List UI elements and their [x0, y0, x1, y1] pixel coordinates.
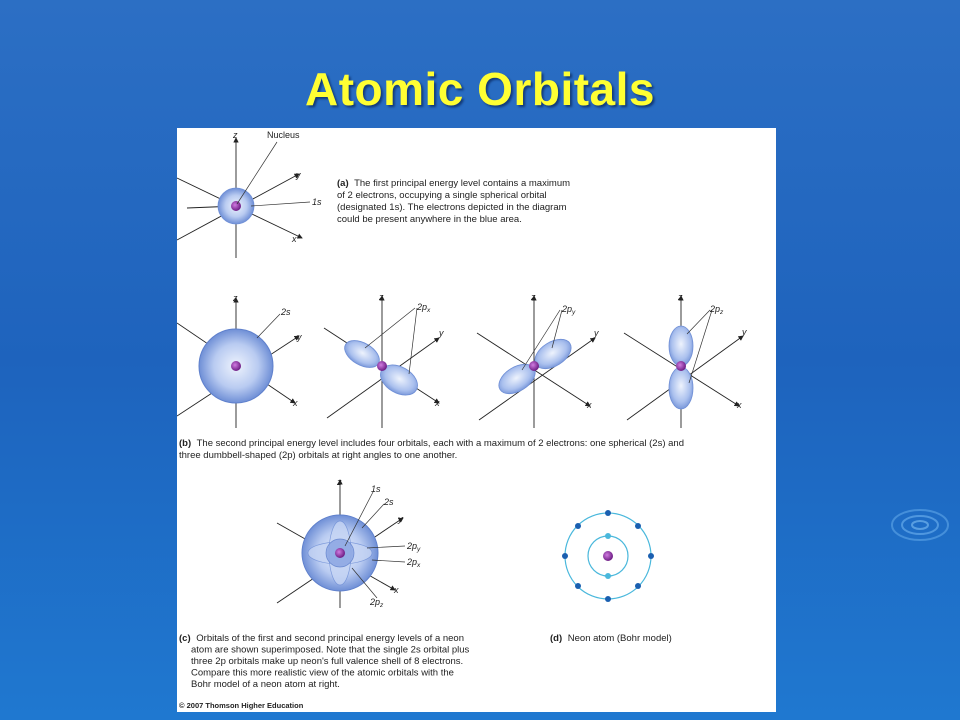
2px-label: $2p_x$ [407, 557, 421, 569]
panel-b [177, 292, 747, 461]
2pz-label: $2p_z$ [710, 304, 724, 316]
y-axis-label: y [296, 170, 301, 180]
z-axis-label: z [678, 292, 683, 302]
y-axis-label: y [594, 328, 599, 338]
2s-diagram [177, 293, 302, 428]
electron [562, 553, 568, 559]
z-axis-label: z [233, 293, 238, 303]
copyright-text: © 2007 Thomson Higher Education [179, 701, 304, 710]
panel-c [179, 477, 472, 690]
2px-label: $2p_x$ [417, 302, 431, 314]
electron [575, 583, 581, 589]
z-axis-label: z [337, 477, 342, 487]
z-axis-label: z [531, 292, 536, 302]
caption-a: (a) The first principal energy level contains a maximum of 2 electrons, occupying a single spherical orbital (designated 1s). The electrons depicted in the diagram could be present anywhere in the blue area. [337, 178, 571, 225]
2s-label: 2s [281, 307, 291, 317]
2py-label: $2p_y$ [407, 541, 421, 553]
nucleus-label: Nucleus [267, 130, 300, 140]
caption-d: (d) Neon atom (Bohr model) [550, 633, 672, 644]
electron [605, 533, 611, 539]
y-axis-label: y [398, 514, 403, 524]
electron [635, 583, 641, 589]
z-axis-label: z [233, 130, 238, 140]
x-axis-label: x [394, 585, 399, 595]
z-axis-label: z [379, 292, 384, 302]
panel-d-bohr-model [550, 510, 672, 644]
y-axis-label: y [297, 332, 302, 342]
1s-label: 1s [371, 484, 381, 494]
caption-c: (c) Orbitals of the first and second principal energy levels of a neon atom are shown superimposed. Note that the single 2s orbital plus three 2p orbitals make up neon's full valence shell of 8 electrons. Compare this more realistic view of the atomic orbitals with the Bohr model of a neon atom at right. [179, 633, 470, 690]
x-axis-label: x [435, 398, 440, 408]
1s-label: 1s [312, 197, 322, 207]
2pz-diagram [624, 292, 747, 428]
figure-panel [177, 128, 776, 712]
x-axis-label: x [737, 400, 742, 410]
electron [605, 596, 611, 602]
2s-label: 2s [384, 497, 394, 507]
y-axis-label: y [439, 328, 444, 338]
panel-a [177, 130, 573, 258]
nucleus-dot [603, 551, 613, 561]
x-axis-label: x [292, 234, 297, 244]
x-axis-label: x [587, 400, 592, 410]
y-axis-label: y [742, 327, 747, 337]
electron [605, 573, 611, 579]
x-axis-label: x [293, 398, 298, 408]
2pz-label: $2p_z$ [370, 597, 384, 609]
nucleus-dot [231, 201, 241, 211]
2px-diagram [324, 292, 444, 428]
electron [648, 553, 654, 559]
orbital-figure [177, 128, 776, 712]
electron [635, 523, 641, 529]
2py-label: $2p_y$ [562, 304, 576, 316]
nucleus-dot [231, 361, 241, 371]
slide-title: Atomic Orbitals [304, 63, 655, 115]
electron [575, 523, 581, 529]
caption-b: (b) The second principal energy level includes four orbitals, each with a maximum of 2 electrons: one spherical (2s) and three dumbbell-shaped (2p) orbitals at right angles to one another. [179, 438, 684, 461]
2py-diagram [477, 292, 599, 428]
electron [605, 510, 611, 516]
swirl-decoration [880, 500, 960, 560]
